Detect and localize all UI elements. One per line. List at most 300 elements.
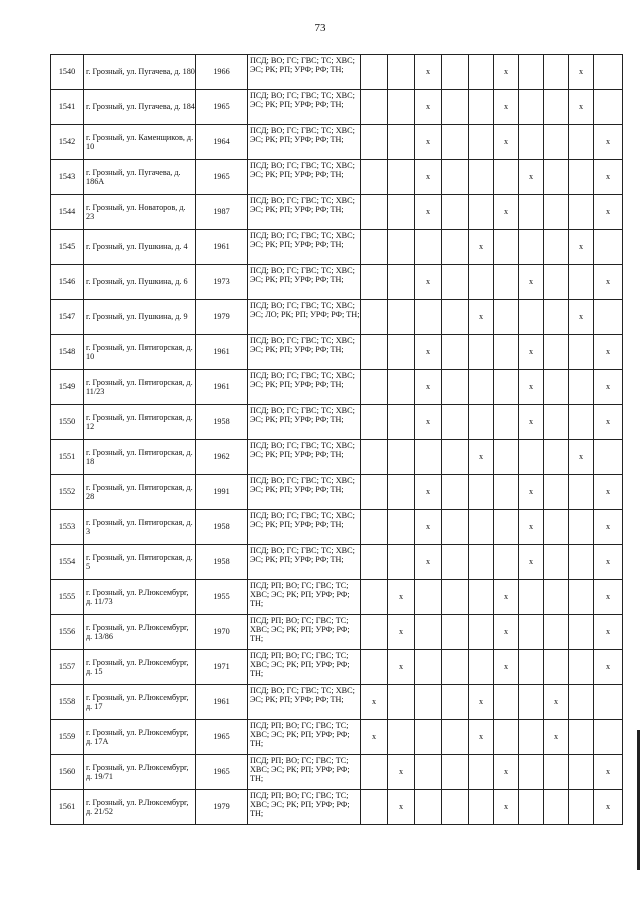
mark-cell (544, 650, 569, 685)
row-number: 1546 (51, 265, 84, 300)
row-address: г. Грозный, ул. Пятигорская, д. 3 (84, 510, 196, 545)
mark-cell-checked: x (415, 335, 442, 370)
table-row (51, 90, 623, 125)
row-number: 1547 (51, 300, 84, 335)
mark-cell (388, 90, 415, 125)
mark-cell (361, 475, 388, 510)
mark-cell (361, 195, 388, 230)
mark-cell (544, 615, 569, 650)
mark-cell (361, 405, 388, 440)
mark-cell (519, 720, 544, 755)
mark-cell (442, 195, 469, 230)
row-address: г. Грозный, ул. Р.Люксембург, д. 13/86 (84, 615, 196, 650)
mark-cell (415, 230, 442, 265)
table-row (51, 790, 623, 825)
row-work-types: ПСД; ВО; ГС; ГВС; ТС; ХВС; ЭС; РК; РП; УРФ; РФ; ТН; (248, 90, 361, 125)
mark-cell-checked: x (569, 230, 594, 265)
mark-cell (442, 475, 469, 510)
row-year: 1965 (196, 160, 248, 195)
row-work-types: ПСД; РП; ВО; ГС; ГВС; ТС; ХВС; ЭС; РК; РП; УРФ; РФ; ТН; (248, 755, 361, 790)
mark-cell (442, 510, 469, 545)
row-work-types: ПСД; ВО; ГС; ГВС; ТС; ХВС; ЭС; РК; РП; УРФ; РФ; ТН; (248, 125, 361, 160)
mark-cell (442, 55, 469, 90)
mark-cell (519, 580, 544, 615)
mark-cell (544, 545, 569, 580)
mark-cell-checked: x (415, 90, 442, 125)
row-work-types: ПСД; ВО; ГС; ГВС; ТС; ХВС; ЭС; РК; РП; УРФ; РФ; ТН; (248, 545, 361, 580)
mark-cell (388, 475, 415, 510)
row-address: г. Грозный, ул. Пушкина, д. 6 (84, 265, 196, 300)
mark-cell (361, 160, 388, 195)
mark-cell-checked: x (594, 510, 623, 545)
mark-cell (415, 440, 442, 475)
table-row (51, 265, 623, 300)
mark-cell (469, 755, 494, 790)
mark-cell (442, 545, 469, 580)
mark-cell (469, 545, 494, 580)
row-work-types: ПСД; ВО; ГС; ГВС; ТС; ХВС; ЭС; РК; РП; УРФ; РФ; ТН; (248, 195, 361, 230)
mark-cell (494, 685, 519, 720)
row-work-types: ПСД; ВО; ГС; ГВС; ТС; ХВС; ЭС; РК; РП; УРФ; РФ; ТН; (248, 230, 361, 265)
mark-cell (469, 475, 494, 510)
mark-cell (442, 685, 469, 720)
mark-cell (469, 265, 494, 300)
mark-cell (361, 510, 388, 545)
mark-cell-checked: x (415, 195, 442, 230)
mark-cell (361, 55, 388, 90)
mark-cell-checked: x (519, 475, 544, 510)
mark-cell (442, 720, 469, 755)
mark-cell-checked: x (569, 90, 594, 125)
mark-cell-checked: x (494, 580, 519, 615)
row-work-types: ПСД; ВО; ГС; ГВС; ТС; ХВС; ЭС; РК; РП; УРФ; РФ; ТН; (248, 55, 361, 90)
mark-cell-checked: x (494, 755, 519, 790)
mark-cell-checked: x (469, 685, 494, 720)
mark-cell-checked: x (569, 300, 594, 335)
row-year: 1979 (196, 790, 248, 825)
mark-cell (469, 125, 494, 160)
mark-cell (361, 545, 388, 580)
mark-cell-checked: x (594, 265, 623, 300)
row-number: 1548 (51, 335, 84, 370)
mark-cell (361, 755, 388, 790)
mark-cell (469, 580, 494, 615)
row-year: 1970 (196, 615, 248, 650)
mark-cell (544, 160, 569, 195)
mark-cell (494, 440, 519, 475)
table-row (51, 160, 623, 195)
row-address: г. Грозный, ул. Пушкина, д. 4 (84, 230, 196, 265)
row-address: г. Грозный, ул. Пугачева, д. 186А (84, 160, 196, 195)
mark-cell (469, 160, 494, 195)
mark-cell (388, 300, 415, 335)
row-work-types: ПСД; ВО; ГС; ГВС; ТС; ХВС; ЭС; РК; РП; УРФ; РФ; ТН; (248, 510, 361, 545)
row-year: 1991 (196, 475, 248, 510)
mark-cell-checked: x (594, 755, 623, 790)
mark-cell (519, 230, 544, 265)
mark-cell-checked: x (569, 440, 594, 475)
mark-cell-checked: x (494, 125, 519, 160)
row-work-types: ПСД; ВО; ГС; ГВС; ТС; ХВС; ЭС; РК; РП; УРФ; РФ; ТН; (248, 405, 361, 440)
table-row (51, 755, 623, 790)
mark-cell (569, 335, 594, 370)
mark-cell-checked: x (469, 720, 494, 755)
mark-cell (494, 545, 519, 580)
row-year: 1958 (196, 545, 248, 580)
mark-cell (415, 300, 442, 335)
mark-cell-checked: x (519, 405, 544, 440)
mark-cell (519, 90, 544, 125)
mark-cell-checked: x (594, 405, 623, 440)
mark-cell (415, 650, 442, 685)
mark-cell (388, 230, 415, 265)
mark-cell (415, 720, 442, 755)
mark-cell (494, 230, 519, 265)
row-number: 1549 (51, 370, 84, 405)
mark-cell-checked: x (415, 265, 442, 300)
row-address: г. Грозный, ул. Пятигорская, д. 5 (84, 545, 196, 580)
mark-cell (442, 580, 469, 615)
row-number: 1560 (51, 755, 84, 790)
mark-cell (415, 685, 442, 720)
mark-cell (388, 440, 415, 475)
mark-cell (594, 55, 623, 90)
row-year: 1965 (196, 755, 248, 790)
mark-cell-checked: x (388, 615, 415, 650)
table-row (51, 685, 623, 720)
table-row (51, 370, 623, 405)
mark-cell-checked: x (594, 790, 623, 825)
mark-cell (544, 475, 569, 510)
row-year: 1979 (196, 300, 248, 335)
row-year: 1961 (196, 230, 248, 265)
mark-cell-checked: x (494, 650, 519, 685)
mark-cell (442, 650, 469, 685)
mark-cell (494, 475, 519, 510)
row-year: 1961 (196, 370, 248, 405)
row-address: г. Грозный, ул. Р.Люксембург, д. 15 (84, 650, 196, 685)
mark-cell (569, 195, 594, 230)
mark-cell (415, 755, 442, 790)
row-work-types: ПСД; РП; ВО; ГС; ГВС; ТС; ХВС; ЭС; РК; РП; УРФ; РФ; ТН; (248, 580, 361, 615)
row-year: 1962 (196, 440, 248, 475)
row-work-types: ПСД; ВО; ГС; ГВС; ТС; ХВС; ЭС; РК; РП; УРФ; РФ; ТН; (248, 265, 361, 300)
row-number: 1557 (51, 650, 84, 685)
mark-cell-checked: x (388, 580, 415, 615)
mark-cell (594, 230, 623, 265)
row-number: 1554 (51, 545, 84, 580)
mark-cell (361, 125, 388, 160)
mark-cell (594, 720, 623, 755)
mark-cell (442, 405, 469, 440)
row-year: 1973 (196, 265, 248, 300)
row-number: 1550 (51, 405, 84, 440)
mark-cell (361, 580, 388, 615)
row-address: г. Грозный, ул. Пугачева, д. 180 (84, 55, 196, 90)
mark-cell (544, 230, 569, 265)
table-row (51, 300, 623, 335)
row-year: 1966 (196, 55, 248, 90)
mark-cell (544, 90, 569, 125)
mark-cell (519, 615, 544, 650)
mark-cell (569, 370, 594, 405)
row-address: г. Грозный, ул. Пушкина, д. 9 (84, 300, 196, 335)
mark-cell (361, 370, 388, 405)
mark-cell (494, 265, 519, 300)
mark-cell (469, 370, 494, 405)
mark-cell-checked: x (519, 160, 544, 195)
mark-cell-checked: x (519, 510, 544, 545)
mark-cell (388, 265, 415, 300)
mark-cell (494, 370, 519, 405)
mark-cell (569, 160, 594, 195)
mark-cell-checked: x (469, 300, 494, 335)
mark-cell (569, 405, 594, 440)
mark-cell-checked: x (415, 510, 442, 545)
table-row (51, 650, 623, 685)
mark-cell (544, 370, 569, 405)
row-year: 1965 (196, 90, 248, 125)
row-year: 1965 (196, 720, 248, 755)
table-row (51, 195, 623, 230)
mark-cell (469, 405, 494, 440)
row-year: 1958 (196, 510, 248, 545)
mark-cell (442, 265, 469, 300)
mark-cell-checked: x (594, 195, 623, 230)
mark-cell (469, 510, 494, 545)
row-number: 1540 (51, 55, 84, 90)
row-address: г. Грозный, ул. Р.Люксембург, д. 21/52 (84, 790, 196, 825)
table-row (51, 405, 623, 440)
mark-cell-checked: x (361, 685, 388, 720)
mark-cell (415, 580, 442, 615)
row-year: 1987 (196, 195, 248, 230)
row-number: 1561 (51, 790, 84, 825)
row-work-types: ПСД; ВО; ГС; ГВС; ТС; ХВС; ЭС; РК; РП; УРФ; РФ; ТН; (248, 370, 361, 405)
mark-cell (544, 55, 569, 90)
mark-cell (494, 510, 519, 545)
mark-cell (388, 125, 415, 160)
mark-cell (544, 300, 569, 335)
mark-cell-checked: x (494, 195, 519, 230)
mark-cell (519, 685, 544, 720)
mark-cell (469, 615, 494, 650)
row-address: г. Грозный, ул. Пятигорская, д. 28 (84, 475, 196, 510)
mark-cell (594, 300, 623, 335)
mark-cell (388, 405, 415, 440)
mark-cell (442, 440, 469, 475)
mark-cell (544, 335, 569, 370)
mark-cell-checked: x (361, 720, 388, 755)
mark-cell (519, 755, 544, 790)
mark-cell-checked: x (494, 55, 519, 90)
row-work-types: ПСД; РП; ВО; ГС; ГВС; ТС; ХВС; ЭС; РК; РП; УРФ; РФ; ТН; (248, 615, 361, 650)
mark-cell (442, 125, 469, 160)
mark-cell (569, 125, 594, 160)
mark-cell (569, 720, 594, 755)
row-number: 1555 (51, 580, 84, 615)
mark-cell (442, 335, 469, 370)
mark-cell (361, 790, 388, 825)
mark-cell-checked: x (415, 405, 442, 440)
mark-cell (361, 335, 388, 370)
mark-cell-checked: x (544, 720, 569, 755)
mark-cell (544, 440, 569, 475)
mark-cell-checked: x (544, 685, 569, 720)
mark-cell (519, 125, 544, 160)
mark-cell-checked: x (594, 475, 623, 510)
mark-cell-checked: x (415, 545, 442, 580)
mark-cell (388, 545, 415, 580)
mark-cell (569, 685, 594, 720)
row-year: 1964 (196, 125, 248, 160)
mark-cell-checked: x (388, 755, 415, 790)
mark-cell-checked: x (594, 615, 623, 650)
mark-cell (544, 510, 569, 545)
mark-cell (494, 720, 519, 755)
mark-cell (544, 195, 569, 230)
table-row (51, 125, 623, 160)
table-row (51, 230, 623, 265)
row-address: г. Грозный, ул. Р.Люксембург, д. 17А (84, 720, 196, 755)
row-year: 1961 (196, 685, 248, 720)
mark-cell (569, 755, 594, 790)
mark-cell (569, 510, 594, 545)
mark-cell-checked: x (494, 90, 519, 125)
row-number: 1541 (51, 90, 84, 125)
row-address: г. Грозный, ул. Новаторов, д. 23 (84, 195, 196, 230)
mark-cell (469, 790, 494, 825)
row-number: 1544 (51, 195, 84, 230)
mark-cell-checked: x (494, 790, 519, 825)
row-number: 1556 (51, 615, 84, 650)
mark-cell-checked: x (519, 265, 544, 300)
row-address: г. Грозный, ул. Пятигорская, д. 18 (84, 440, 196, 475)
mark-cell-checked: x (469, 440, 494, 475)
row-address: г. Грозный, ул. Пятигорская, д. 12 (84, 405, 196, 440)
mark-cell (569, 790, 594, 825)
mark-cell (544, 580, 569, 615)
mark-cell-checked: x (388, 650, 415, 685)
mark-cell (494, 300, 519, 335)
mark-cell (519, 440, 544, 475)
mark-cell (442, 755, 469, 790)
row-year: 1971 (196, 650, 248, 685)
mark-cell-checked: x (594, 370, 623, 405)
mark-cell (519, 650, 544, 685)
mark-cell (361, 440, 388, 475)
mark-cell-checked: x (594, 650, 623, 685)
housing-registry-table (50, 54, 623, 825)
mark-cell-checked: x (519, 370, 544, 405)
mark-cell (442, 300, 469, 335)
row-year: 1958 (196, 405, 248, 440)
mark-cell (544, 405, 569, 440)
row-address: г. Грозный, ул. Пятигорская, д. 10 (84, 335, 196, 370)
mark-cell (494, 405, 519, 440)
mark-cell (544, 265, 569, 300)
mark-cell (388, 720, 415, 755)
mark-cell-checked: x (415, 160, 442, 195)
mark-cell (388, 510, 415, 545)
mark-cell (361, 615, 388, 650)
row-work-types: ПСД; РП; ВО; ГС; ГВС; ТС; ХВС; ЭС; РК; РП; УРФ; РФ; ТН; (248, 720, 361, 755)
mark-cell-checked: x (594, 545, 623, 580)
row-work-types: ПСД; РП; ВО; ГС; ГВС; ТС; ХВС; ЭС; РК; РП; УРФ; РФ; ТН; (248, 790, 361, 825)
mark-cell (569, 545, 594, 580)
mark-cell (544, 790, 569, 825)
table-row (51, 615, 623, 650)
mark-cell-checked: x (469, 230, 494, 265)
mark-cell (361, 650, 388, 685)
row-work-types: ПСД; РП; ВО; ГС; ГВС; ТС; ХВС; ЭС; РК; РП; УРФ; РФ; ТН; (248, 650, 361, 685)
mark-cell (388, 195, 415, 230)
table-row (51, 545, 623, 580)
mark-cell (442, 370, 469, 405)
mark-cell (569, 615, 594, 650)
mark-cell (442, 615, 469, 650)
mark-cell (388, 685, 415, 720)
mark-cell (388, 370, 415, 405)
mark-cell (442, 790, 469, 825)
mark-cell (361, 265, 388, 300)
mark-cell-checked: x (415, 370, 442, 405)
mark-cell (544, 125, 569, 160)
row-number: 1558 (51, 685, 84, 720)
row-number: 1559 (51, 720, 84, 755)
row-number: 1552 (51, 475, 84, 510)
mark-cell (569, 475, 594, 510)
mark-cell-checked: x (569, 55, 594, 90)
table-row (51, 440, 623, 475)
mark-cell (442, 230, 469, 265)
mark-cell-checked: x (519, 335, 544, 370)
mark-cell (442, 160, 469, 195)
mark-cell (569, 580, 594, 615)
mark-cell (494, 335, 519, 370)
mark-cell (519, 790, 544, 825)
table-row (51, 475, 623, 510)
row-number: 1551 (51, 440, 84, 475)
mark-cell-checked: x (388, 790, 415, 825)
mark-cell-checked: x (594, 125, 623, 160)
mark-cell (469, 55, 494, 90)
row-number: 1543 (51, 160, 84, 195)
mark-cell (361, 300, 388, 335)
mark-cell (361, 90, 388, 125)
row-number: 1545 (51, 230, 84, 265)
mark-cell-checked: x (415, 55, 442, 90)
table-row (51, 580, 623, 615)
mark-cell (494, 160, 519, 195)
page-number: 73 (314, 22, 326, 34)
row-address: г. Грозный, ул. Р.Люксембург, д. 19/71 (84, 755, 196, 790)
mark-cell (519, 300, 544, 335)
mark-cell-checked: x (594, 335, 623, 370)
mark-cell (569, 265, 594, 300)
mark-cell (594, 685, 623, 720)
row-address: г. Грозный, ул. Р.Люксембург, д. 17 (84, 685, 196, 720)
mark-cell (594, 440, 623, 475)
mark-cell (415, 615, 442, 650)
row-number: 1542 (51, 125, 84, 160)
row-work-types: ПСД; ВО; ГС; ГВС; ТС; ХВС; ЭС; РК; РП; УРФ; РФ; ТН; (248, 160, 361, 195)
mark-cell (469, 195, 494, 230)
mark-cell (442, 90, 469, 125)
mark-cell-checked: x (594, 160, 623, 195)
mark-cell-checked: x (594, 580, 623, 615)
mark-cell (569, 650, 594, 685)
